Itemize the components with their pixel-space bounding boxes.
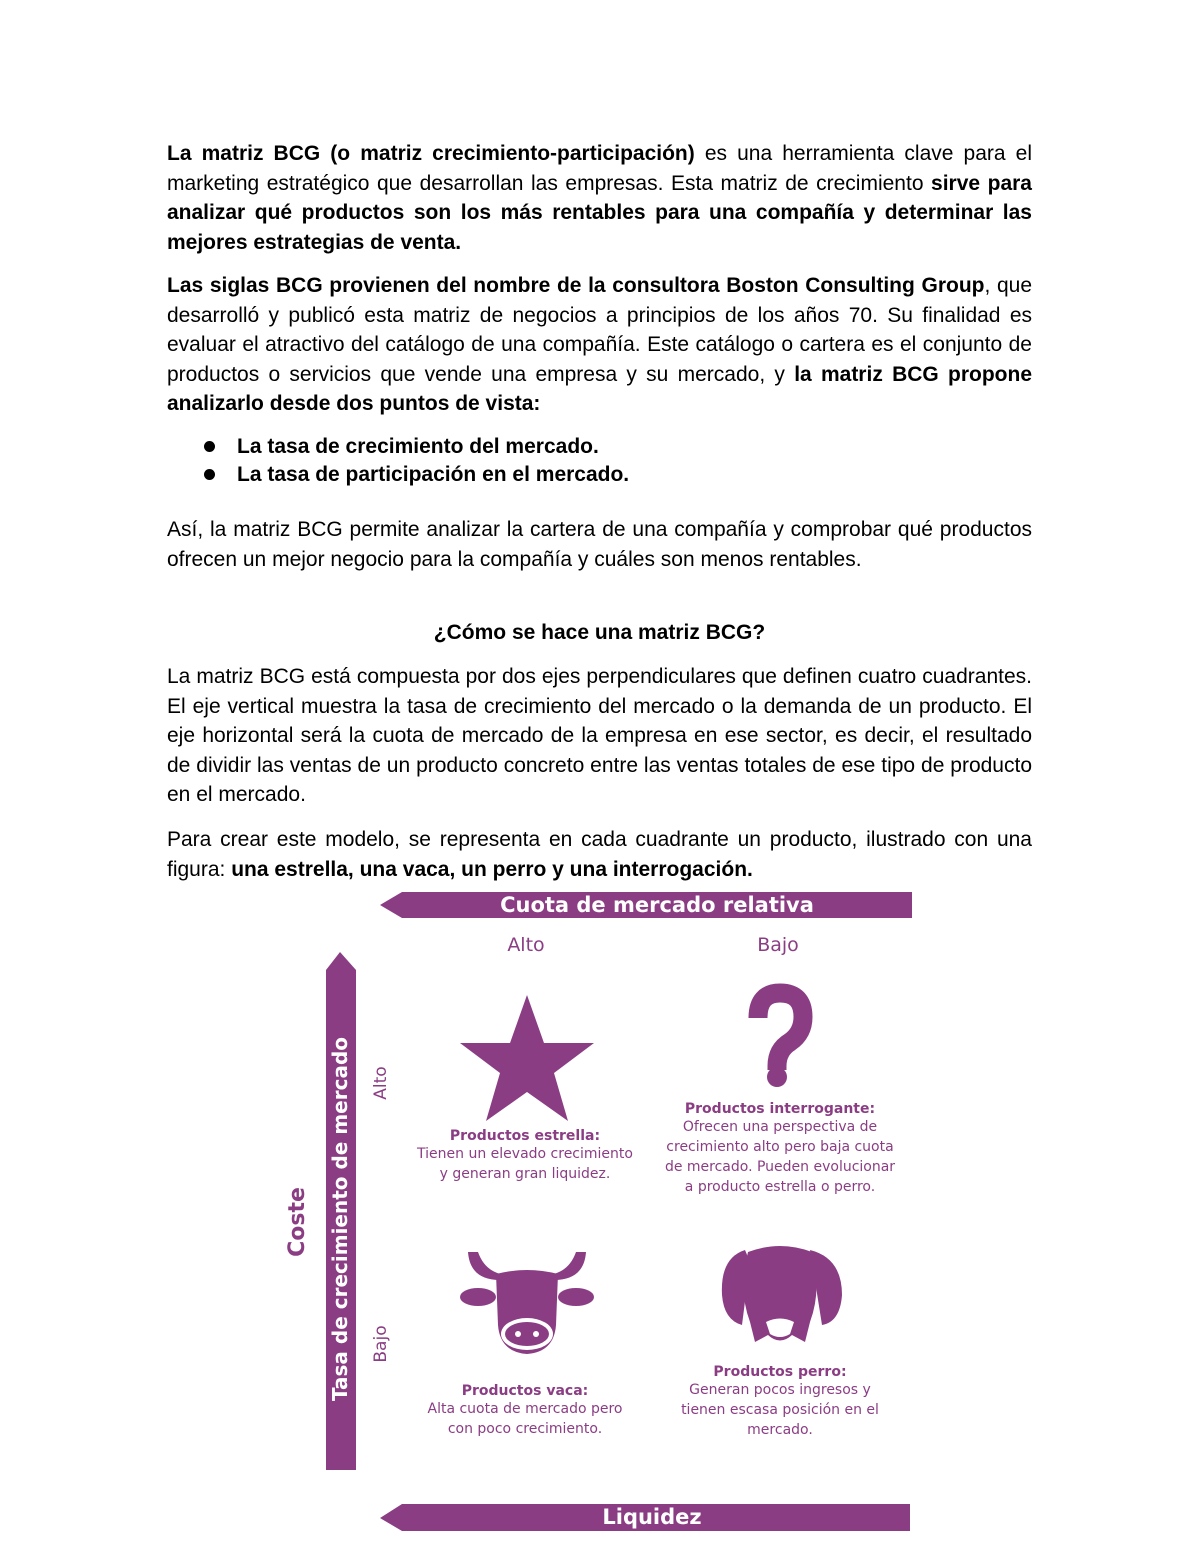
paragraph-axes: La matriz BCG está compuesta por dos ejes perpendiculares que definen cuatro cuadrantes. El eje vertical muestra la tasa de crecimiento del mercado o la demanda de un producto. El eje horizontal será la cuota de mercado de la empresa en ese sector, es decir, el resultado de dividir las ventas de un producto concreto entre las ventas totales de ese tipo de producto en el mercado.: [167, 665, 1032, 806]
question-desc-line: crecimiento alto pero baja cuota: [666, 1139, 894, 1155]
paragraph-intro-bold-end: sirve para analizar qué productos son los más rentables para una compañía y determinar las mejores estrategias de venta.: [167, 171, 1032, 254]
question-desc-line: a producto estrella o perro.: [684, 1179, 876, 1195]
dog-icon: [722, 1246, 842, 1342]
question-mark-dot: [767, 1067, 787, 1087]
row-high-label: Alto: [371, 1066, 391, 1100]
question-desc-line: de mercado. Pueden evolucionar: [664, 1159, 896, 1175]
cow-title: Productos vaca:: [461, 1383, 589, 1399]
paragraph-summary: Así, la matriz BCG permite analizar la cartera de una compañía y comprobar qué productos ofrecen un mejor negocio para la compañía y cuáles son menos rentables.: [167, 518, 1032, 571]
dog-title: Productos perro:: [713, 1364, 847, 1380]
bottom-banner-label: Liquidez: [602, 1505, 702, 1529]
column-high-label: Alto: [507, 934, 545, 956]
section-heading: ¿Cómo se hace una matriz BCG?: [433, 621, 766, 644]
star-desc-line: y generan gran liquidez.: [439, 1166, 611, 1182]
star-title: Productos estrella:: [449, 1128, 601, 1144]
cow-quadrant: [400, 1383, 650, 1439]
paragraph-figures-text: Para crear este modelo, se representa en cada cuadrante un producto, ilustrado con una figura:: [167, 828, 1032, 881]
paragraph-origin-bold-end: la matriz BCG propone analizarlo desde dos puntos de vista:: [167, 362, 1032, 415]
paragraph-intro-bold: La matriz BCG (o matriz crecimiento-participación): [167, 142, 695, 165]
question-title: Productos interrogante:: [684, 1101, 876, 1117]
dog-desc-line: mercado.: [747, 1422, 813, 1438]
paragraph-origin-bold: Las siglas BCG provienen del nombre de la consultora Boston Consulting Group: [167, 274, 985, 297]
list-item-text: La tasa de crecimiento del mercado.: [237, 435, 599, 458]
star-icon: [460, 995, 594, 1121]
question-quadrant: [650, 1101, 910, 1197]
question-desc-line: Ofrecen una perspectiva de: [682, 1119, 878, 1135]
top-banner-label: Cuota de mercado relativa: [500, 893, 814, 917]
cost-label: Coste: [285, 1187, 310, 1257]
dog-desc-line: tienen escasa posición en el: [681, 1402, 879, 1418]
paragraph-figures-bold: una estrella, una vaca, un perro y una interrogación.: [231, 857, 753, 881]
dog-desc-line: Generan pocos ingresos y: [689, 1382, 871, 1398]
paragraph-intro-text: es una herramienta clave para el marketing estratégico que desarrollan las empresas. Esta matriz de crecimiento: [167, 142, 1032, 195]
star-desc-line: Tienen un elevado crecimiento: [417, 1146, 633, 1162]
cow-desc-line: con poco crecimiento.: [447, 1421, 603, 1437]
question-mark-icon: [758, 993, 803, 1070]
paragraph-origin-text: , que desarrolló y publicó esta matriz de negocios a principios de los años 70. Su finalidad es evaluar el atractivo del catálogo de una compañía. Este catálogo o cartera es el conjunto de productos o servicios que vende una empresa y su mercado, y: [167, 274, 1032, 386]
dog-quadrant: [650, 1364, 910, 1440]
cow-desc-line: Alta cuota de mercado pero: [427, 1401, 623, 1417]
star-quadrant: [400, 1128, 650, 1184]
cow-icon: [460, 1252, 594, 1354]
list-item-text: La tasa de participación en el mercado.: [237, 462, 630, 486]
vertical-axis-label: Tasa de crecimiento de mercado: [328, 1036, 352, 1402]
row-low-label: Bajo: [371, 1325, 391, 1363]
column-low-label: Bajo: [757, 934, 799, 956]
